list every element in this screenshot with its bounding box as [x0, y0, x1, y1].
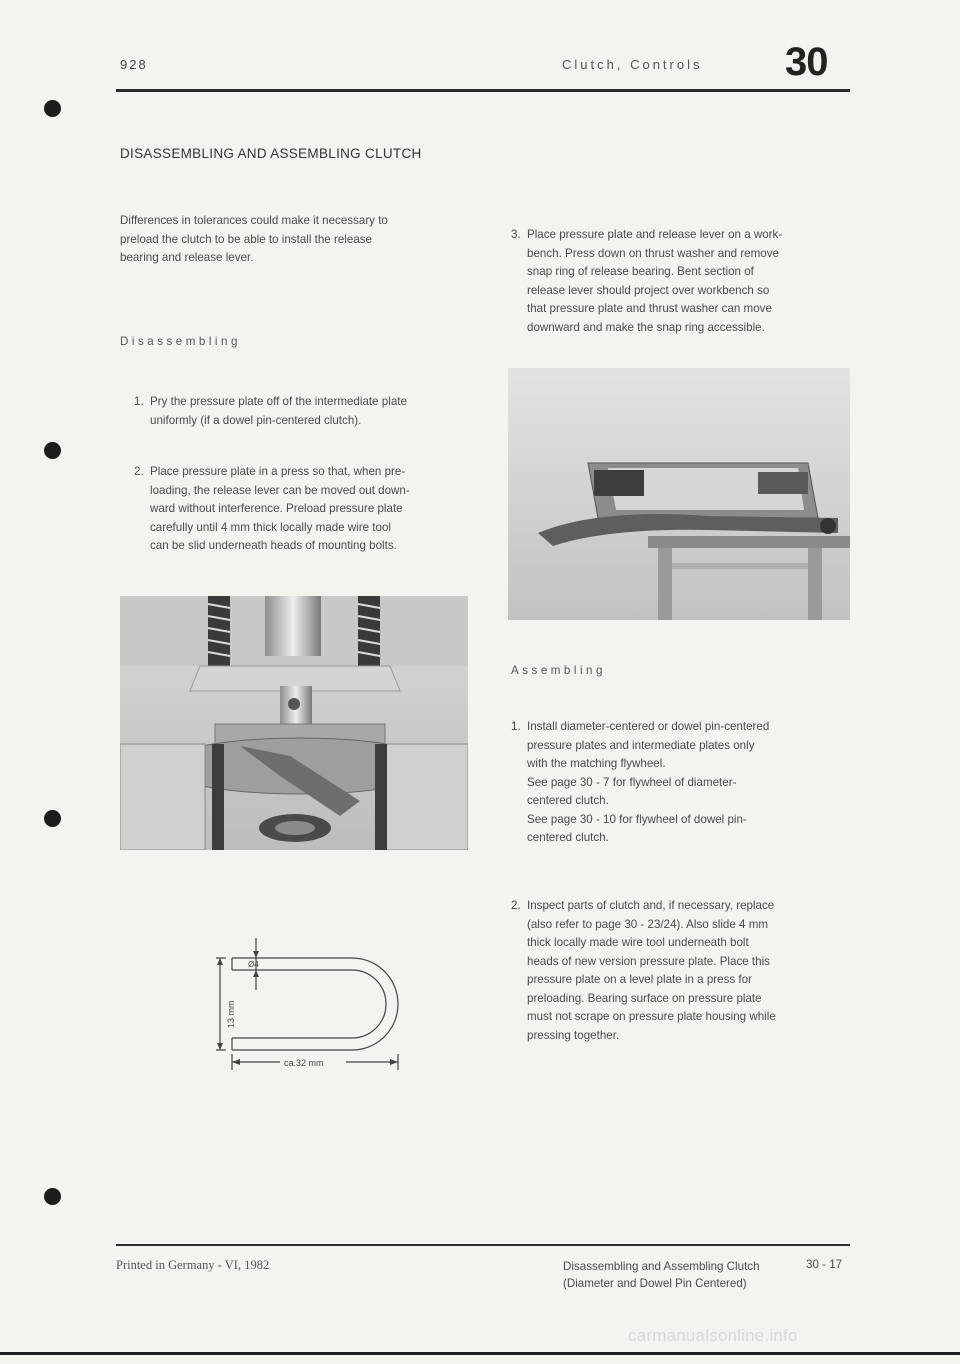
step-line: uniformly (if a dowel pin-centered clutch). — [150, 413, 362, 427]
step-line: downward and make the snap ring accessible. — [527, 320, 765, 334]
step-line: Place pressure plate in a press so that, when pre- — [150, 465, 406, 478]
disassembling-step-2 — [134, 463, 494, 563]
step-line: with the matching flywheel. — [527, 757, 666, 770]
intro-line: preload the clutch to be able to install the release — [120, 232, 373, 246]
step-line: thick locally made wire tool underneath bolt — [527, 936, 749, 949]
printed-note: Printed in Germany - VI, 1982 — [116, 1258, 270, 1272]
step-line: preloading. Bearing surface on pressure plate — [527, 991, 762, 1005]
step-line: pressing together. — [527, 1028, 620, 1042]
step-number: 2. — [134, 465, 144, 478]
step-line: can be slid underneath heads of mounting bolts. — [150, 539, 397, 552]
page-title: DISASSEMBLING AND ASSEMBLING CLUTCH — [120, 146, 422, 161]
step-line: release lever should project over workbench so — [527, 283, 770, 297]
model-number: 928 — [120, 57, 148, 72]
footer-doc-title — [563, 1258, 760, 1292]
watermark: carmanualsonline.info — [628, 1326, 798, 1345]
footer-rule — [116, 1244, 850, 1246]
footer-title-line: Disassembling and Assembling Clutch — [563, 1260, 760, 1273]
intro-line: Differences in tolerances could make it necessary to — [120, 214, 388, 227]
step-line: pressure plate on a level plate in a press for — [527, 973, 752, 986]
step-number: 3. — [511, 228, 521, 241]
press-photo — [120, 596, 468, 850]
step-line: Pry the pressure plate off of the intermediate plate — [150, 395, 407, 408]
section-title: Clutch, Controls — [562, 57, 703, 72]
step-line: centered clutch. — [527, 794, 609, 807]
workbench-photo — [508, 368, 850, 620]
step-line: carefully until 4 mm thick locally made wire tool — [150, 520, 391, 534]
step-line: See page 30 - 10 for flywheel of dowel pin- — [527, 812, 747, 826]
footer-title-line: (Diameter and Dowel Pin Centered) — [563, 1277, 747, 1290]
wire-tool-diagram — [212, 930, 402, 1070]
height-label: 13 mm — [226, 1000, 236, 1028]
step-line: centered clutch. — [527, 831, 609, 844]
header-rule — [116, 89, 850, 92]
step-line: (also refer to page 30 - 23/24). Also slide 4 mm — [527, 917, 769, 931]
diameter-label: Ø4 — [248, 960, 259, 969]
press-photo-graphic — [120, 596, 468, 850]
intro-line: bearing and release lever. — [120, 251, 254, 264]
step-line: Place pressure plate and release lever on a work- — [527, 228, 783, 241]
disassembling-heading: Disassembling — [120, 335, 241, 348]
punch-hole — [44, 810, 61, 827]
punch-hole — [44, 1188, 61, 1205]
section-number: 30 — [785, 40, 828, 84]
step-line: Install diameter-centered or dowel pin-centered — [527, 720, 770, 733]
step-line: bench. Press down on thrust washer and remove — [527, 246, 779, 260]
disassembling-step-1 — [134, 393, 494, 433]
wire-tool-drawing — [212, 930, 402, 1070]
step-number: 1. — [134, 395, 144, 408]
page-number: 30 - 17 — [806, 1258, 843, 1271]
intro-paragraph — [120, 212, 388, 268]
step-line: heads of new version pressure plate. Place this — [527, 954, 770, 968]
step-number: 2. — [511, 899, 521, 912]
assembling-heading: Assembling — [511, 664, 606, 677]
assembling-step-1 — [511, 718, 861, 854]
workbench-photo-graphic — [508, 368, 850, 620]
bottom-rule — [0, 1352, 960, 1355]
step-line: loading, the release lever can be moved out down- — [150, 483, 410, 497]
step-line: snap ring of release bearing. Bent section of — [527, 265, 754, 278]
step-line: See page 30 - 7 for flywheel of diameter- — [527, 775, 737, 789]
width-label: ca.32 mm — [284, 1058, 324, 1068]
punch-hole — [44, 100, 61, 117]
punch-hole — [44, 442, 61, 459]
step-number: 1. — [511, 720, 521, 733]
assembling-step-2 — [511, 897, 861, 1052]
disassembling-step-3 — [511, 226, 861, 344]
step-line: ward without interference. Preload pressure plate — [150, 502, 403, 515]
step-line: Inspect parts of clutch and, if necessary, replace — [527, 899, 775, 912]
step-line: must not scrape on pressure plate housing while — [527, 1010, 776, 1023]
step-line: that pressure plate and thrust washer can move — [527, 302, 772, 315]
step-line: pressure plates and intermediate plates only — [527, 738, 755, 752]
